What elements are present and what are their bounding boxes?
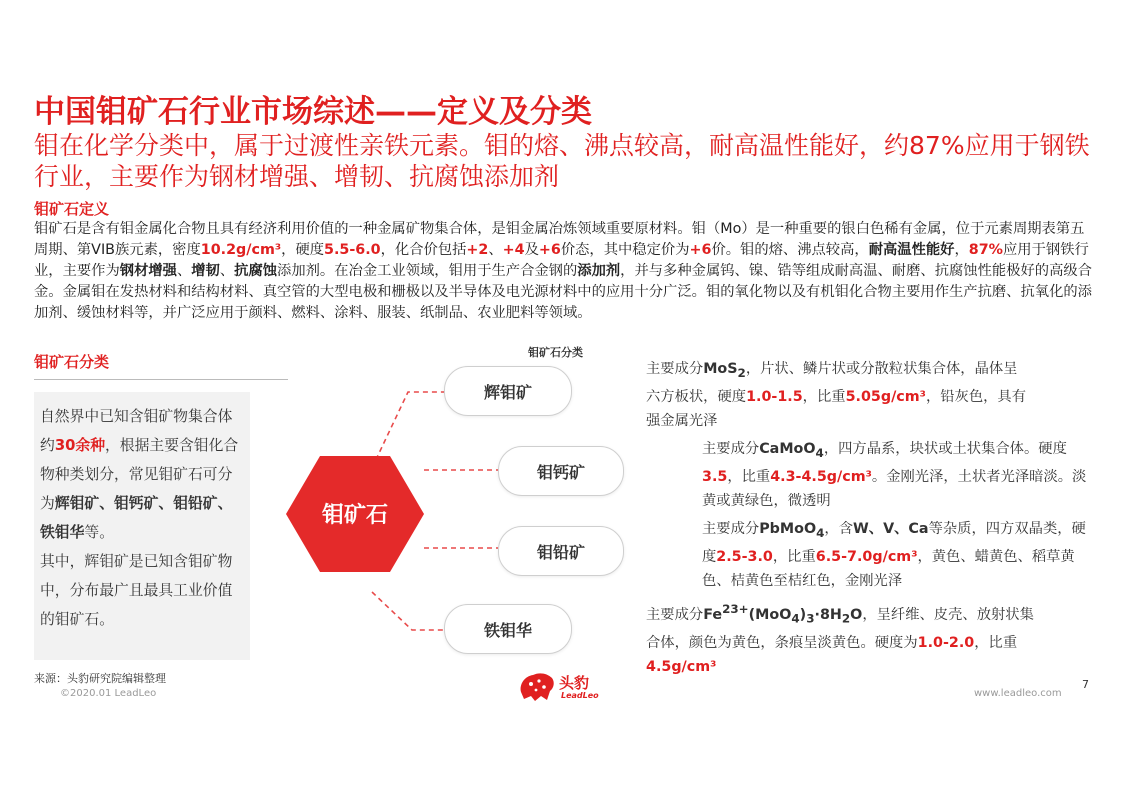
desc-ferrimolybdite: 主要成分$Fe^{23+}(MoO_4)_3\cdot 8H_2O$，呈纤维、皮壳、放射状集合体，颜色为黄色，条痕呈淡黄色。硬度为1.0-2.0，比重4.5g/cm³	[646, 602, 1034, 675]
source-note: 来源：头豹研究院编辑整理	[34, 672, 166, 685]
logo-subtext: LeadLeo	[561, 691, 599, 700]
center-node-label: 钼矿石	[321, 503, 388, 528]
desc-powellite: 主要成分CaMoO$_4$，四方晶系，块状或土状集合体。硬度3.5，比重4.3-4.5g/cm³。金刚光泽，土状者光泽暗淡。淡黄或黄绿色，微透明	[702, 441, 1087, 509]
page-subtitle: 钼在化学分类中，属于过渡性亲铁元素。钼的熔、沸点较高，耐高温性能好，约87%应用于钢铁行业，主要作为钢材增强、增韧、抗腐蚀添加剂	[34, 131, 1090, 191]
connector-line-4	[372, 592, 444, 630]
node-ferrimolybdite: 铁钼华	[444, 604, 572, 654]
website-url: www.leadleo.com	[974, 688, 1062, 699]
node-wulfenite: 钼铅矿	[498, 526, 624, 576]
node-molybdenite: 辉钼矿	[444, 366, 572, 416]
leopard-logo-icon	[517, 670, 557, 704]
page-title: 中国钼矿石行业市场综述——定义及分类	[34, 94, 592, 130]
diagram-title: 钼矿石分类	[528, 346, 583, 359]
node-powellite: 钼钙矿	[498, 446, 624, 496]
classification-text: 自然界中已知含钼矿物集合体约30余种，根据主要含钼化合物种类划分，常见钼矿石可分为辉钼矿、钼钙矿、钼铅矿、铁钼华等。 其中，辉钼矿是已知含钼矿物中，分布最广且最具工业价值的钼矿石。	[40, 408, 239, 628]
classification-heading: 钼矿石分类	[34, 353, 110, 371]
page-number: 7	[1082, 678, 1089, 691]
definition-paragraph: 钼矿石是含有钼金属化合物且具有经济利用价值的一种金属矿物集合体，是钼金属冶炼领域重要原材料。钼（Mo）是一种重要的银白色稀有金属，位于元素周期表第五周期、第VIB族元素，密度10.2g/cm³，硬度5.5-6.0，化合价包括+2、+4及+6价态，其中稳定价为+6价。钼的熔、沸点较高，耐高温性能好，87%应用于钢铁行业，主要作为钢材增强、增韧、抗腐蚀添加剂。在冶金工业领域，钼用于生产合金钢的添加剂，并与多种金属钨、镍、锆等组成耐高温、耐磨、抗腐蚀性能极好的高级合金。金属钼在发热材料和结构材料、真空管的大型电极和栅极以及半导体及电光源材料中的应用十分广泛。钼的氧化物以及有机钼化合物主要用作生产抗磨、抗氧化的添加剂、缓蚀材料等，并广泛应用于颜料、燃料、涂料、服装、纸制品、农业肥料等领域。	[34, 221, 1092, 321]
desc-molybdenite: 主要成分MoS$_2$，片状、鳞片状或分散粒状集合体，晶体呈六方板状，硬度1.0-1.5，比重5.05g/cm³，铅灰色，具有强金属光泽	[646, 361, 1027, 429]
definition-heading: 钼矿石定义	[34, 200, 110, 218]
desc-wulfenite: 主要成分PbMoO$_4$，含W、V、Ca等杂质，四方双晶类，硬度2.5-3.0，比重6.5-7.0g/cm³，黄色、蜡黄色、稻草黄色、桔黄色至桔红色，金刚光泽	[702, 521, 1086, 589]
logo-text: 头豹	[559, 674, 590, 692]
copyright: ©2020.01 LeadLeo	[60, 688, 157, 699]
